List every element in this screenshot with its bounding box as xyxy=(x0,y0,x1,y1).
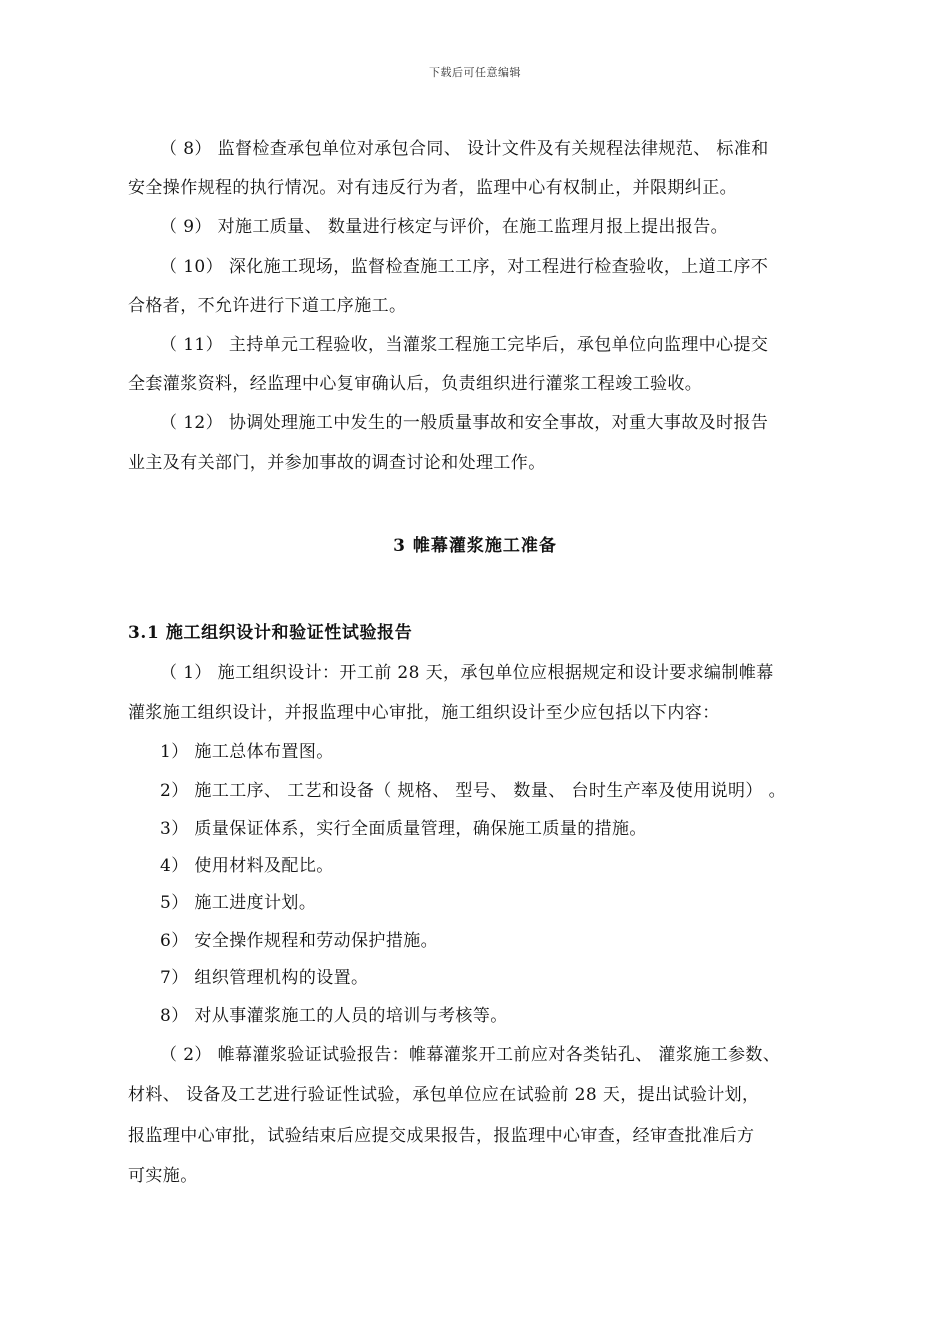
paragraph-8-line-2: 安全操作规程的执行情况。对有违反行为者，监理中心有权制止，并限期纠正。 xyxy=(128,178,737,198)
paragraph-9-line-1: （ 9） 对施工质量、 数量进行核定与评价，在施工监理月报上提出报告。 xyxy=(160,217,729,237)
section-title: 3 帷幕灌浆施工准备 xyxy=(393,536,557,556)
paragraph-12-line-2: 业主及有关部门，并参加事故的调查讨论和处理工作。 xyxy=(128,453,546,473)
paragraph-12-line-1: （ 12） 协调处理施工中发生的一般质量事故和安全事故，对重大事故及时报告 xyxy=(160,413,769,433)
subsection-title: 3.1 施工组织设计和验证性试验报告 xyxy=(128,623,413,643)
design-item-7: 7） 组织管理机构的设置。 xyxy=(160,968,369,988)
design-item-3: 3） 质量保证体系，实行全面质量管理，确保施工质量的措施。 xyxy=(160,819,647,839)
report-line-2: 材料、 设备及工艺进行验证性试验，承包单位应在试验前 28 天，提出试验计划， xyxy=(128,1085,760,1105)
design-item-2: 2） 施工工序、 工艺和设备（ 规格、 型号、 数量、 台时生产率及使用说明） 。 xyxy=(160,781,787,801)
header-note: 下载后可任意编辑 xyxy=(429,66,521,79)
design-intro-line-1: （ 1） 施工组织设计：开工前 28 天，承包单位应根据规定和设计要求编制帷幕 xyxy=(160,663,774,683)
paragraph-10-line-1: （ 10） 深化施工现场，监督检查施工工序，对工程进行检查验收，上道工序不 xyxy=(160,257,769,277)
paragraph-11-line-1: （ 11） 主持单元工程验收，当灌浆工程施工完毕后，承包单位向监理中心提交 xyxy=(160,335,769,355)
paragraph-8-line-1: （ 8） 监督检查承包单位对承包合同、 设计文件及有关规程法律规范、 标准和 xyxy=(160,139,769,159)
design-item-1: 1） 施工总体布置图。 xyxy=(160,742,334,762)
design-item-6: 6） 安全操作规程和劳动保护措施。 xyxy=(160,931,439,951)
paragraph-11-line-2: 全套灌浆资料，经监理中心复审确认后，负责组织进行灌浆工程竣工验收。 xyxy=(128,374,703,394)
report-line-3: 报监理中心审批，试验结束后应提交成果报告，报监理中心审查，经审查批准后方 xyxy=(128,1126,755,1146)
design-item-8: 8） 对从事灌浆施工的人员的培训与考核等。 xyxy=(160,1006,508,1026)
design-intro-line-2: 灌浆施工组织设计，并报监理中心审批，施工组织设计至少应包括以下内容： xyxy=(128,703,720,723)
design-item-5: 5） 施工进度计划。 xyxy=(160,893,317,913)
report-line-4: 可实施。 xyxy=(128,1166,198,1186)
design-item-4: 4） 使用材料及配比。 xyxy=(160,856,334,876)
paragraph-10-line-2: 合格者，不允许进行下道工序施工。 xyxy=(128,296,407,316)
report-line-1: （ 2） 帷幕灌浆验证试验报告：帷幕灌浆开工前应对各类钻孔、 灌浆施工参数、 xyxy=(160,1045,781,1065)
